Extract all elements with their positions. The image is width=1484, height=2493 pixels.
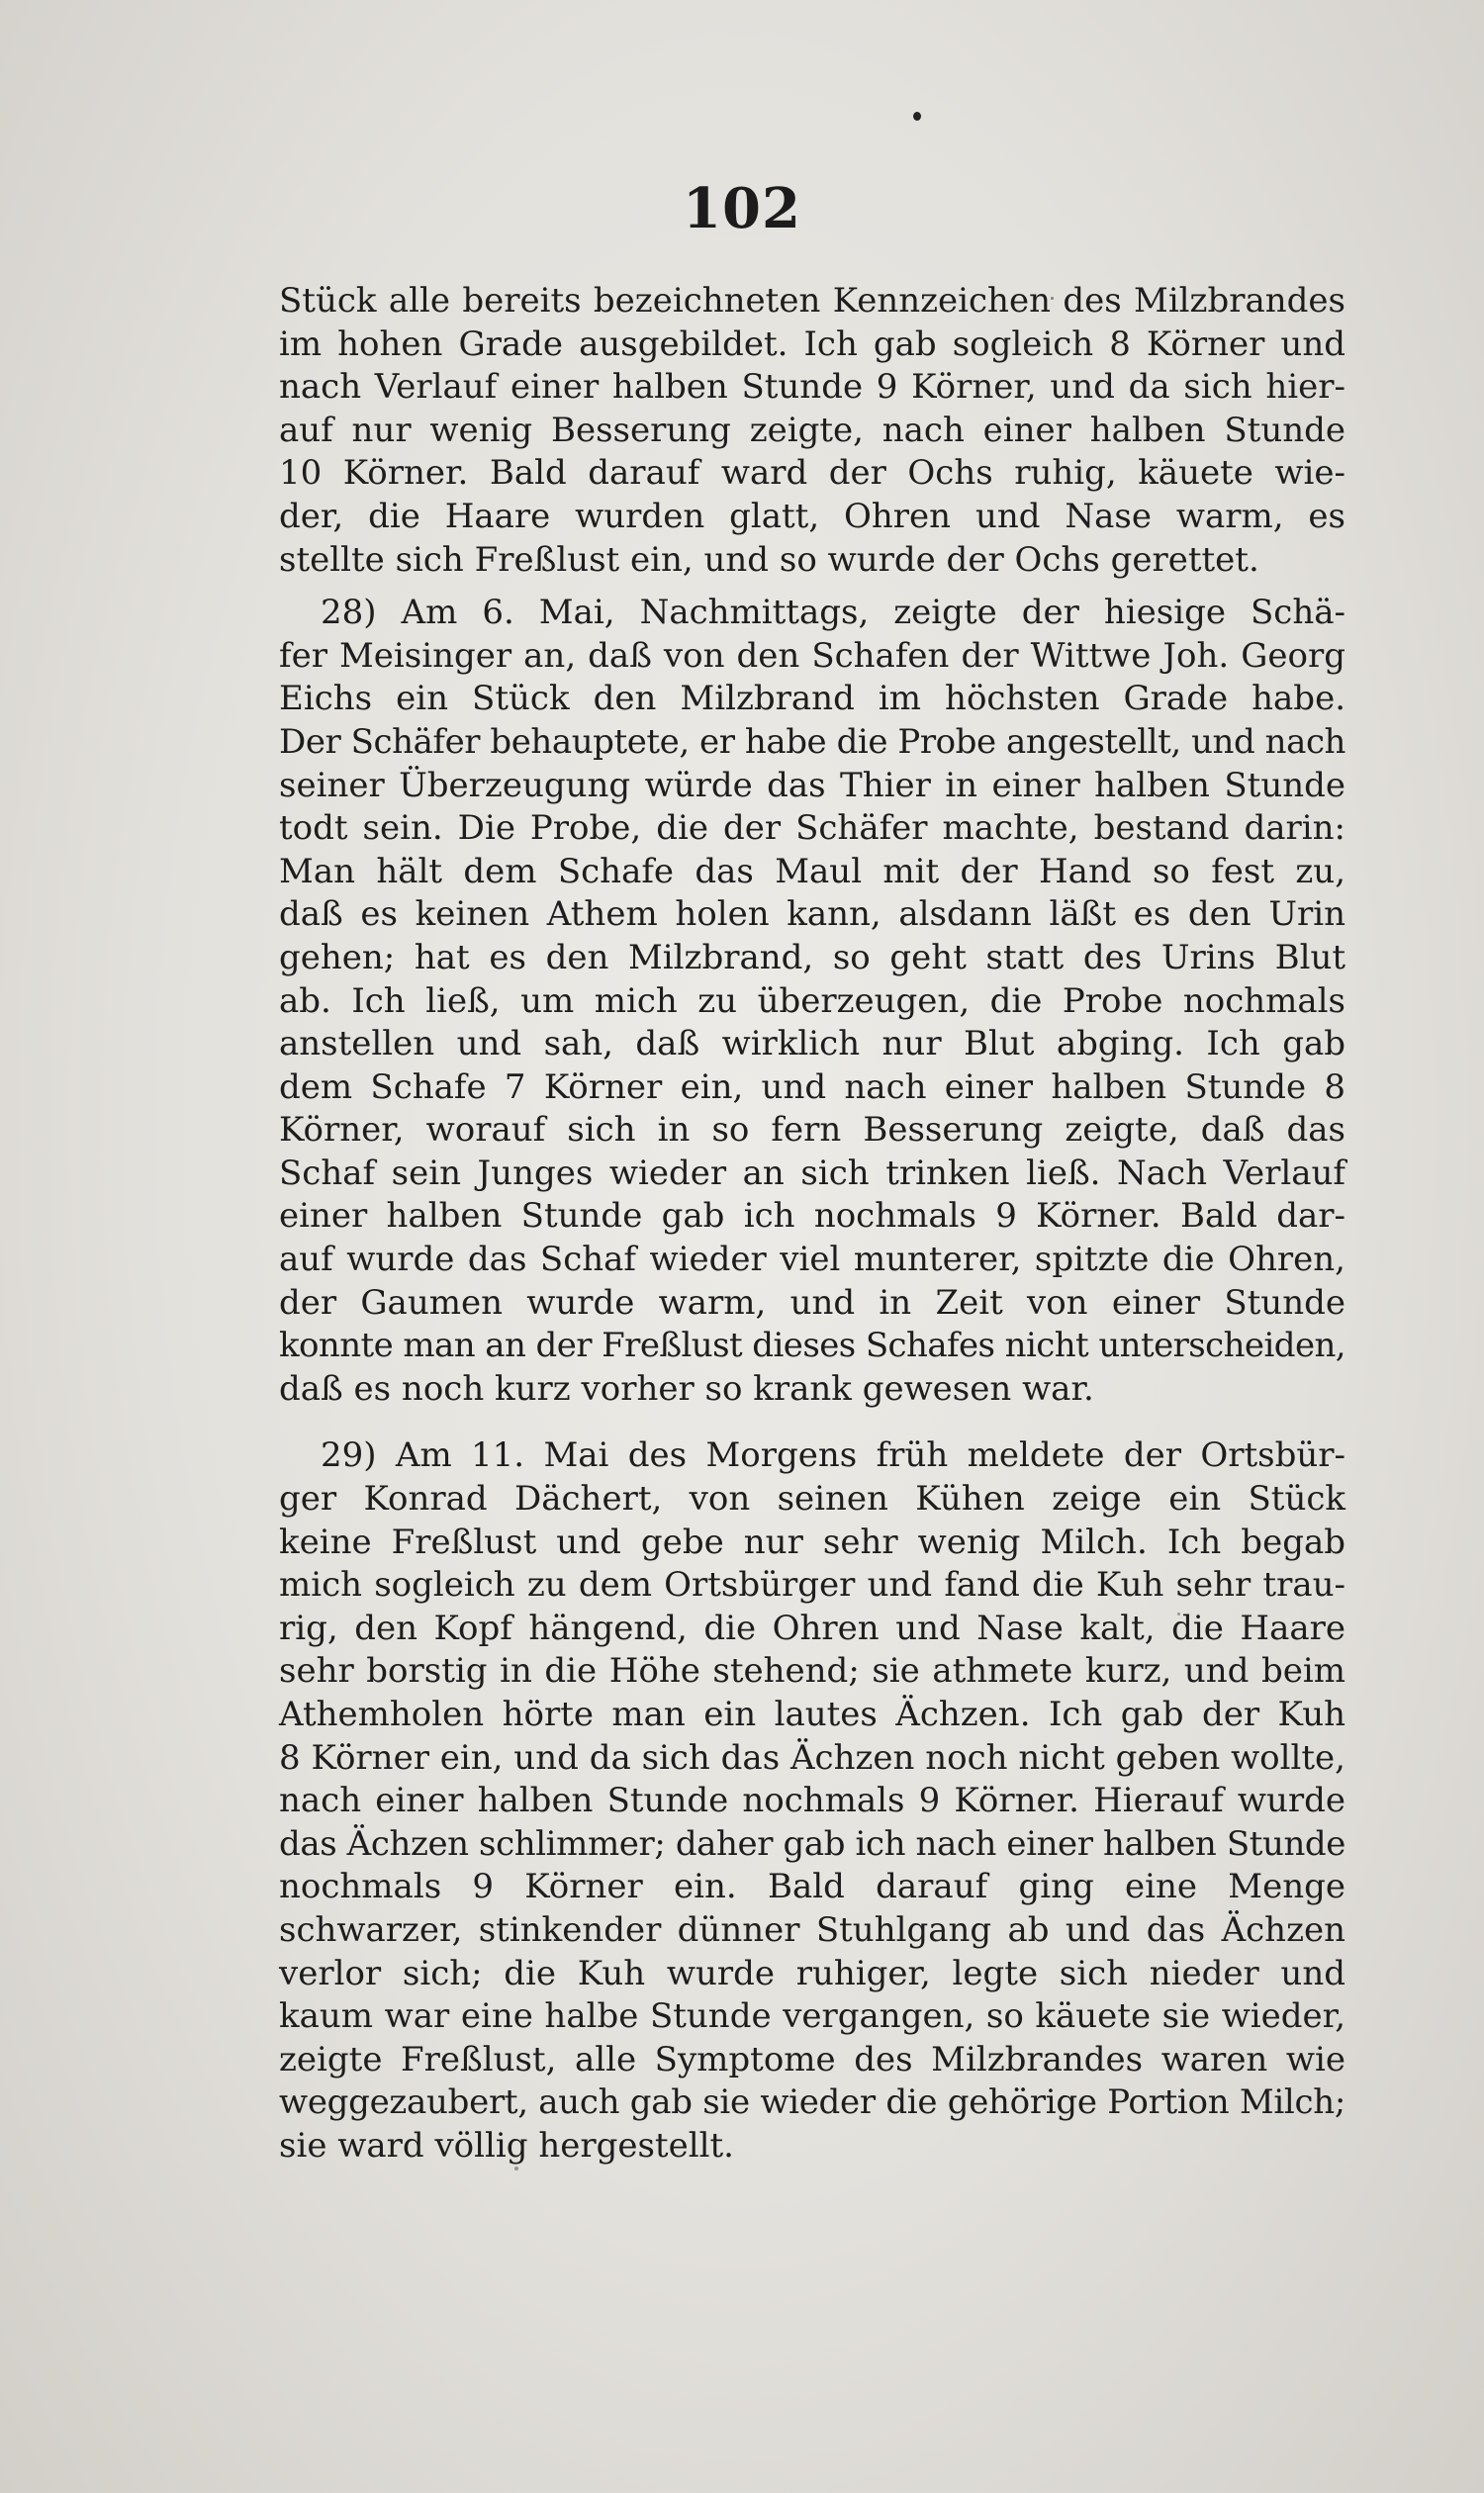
text-line: Schaf sein Junges wieder an sich trinken ließ. Nach Verlauf xyxy=(279,1153,1345,1193)
text-line: 8 Körner ein, und da sich das Ächzen noch nicht geben wollte, xyxy=(279,1737,1345,1778)
paragraph-gap xyxy=(279,1411,1345,1434)
text-line: das Ächzen schlimmer; daher gab ich nach einer halben Stunde xyxy=(279,1823,1345,1864)
text-line: Körner, worauf sich in so fern Besserung zeigte, daß das xyxy=(279,1110,1345,1151)
text-line: mich sogleich zu dem Ortsbürger und fand die Kuh sehr trau- xyxy=(279,1565,1345,1606)
page-number: 102 xyxy=(683,176,801,241)
text-line: daß es noch kurz vorher so krank gewesen war. xyxy=(279,1368,1094,1409)
text-line: kaum war eine halbe Stunde vergangen, so käuete sie wieder, xyxy=(279,1996,1345,2037)
text-line: verlor sich; die Kuh wurde ruhiger, legte sich nieder und xyxy=(279,1953,1345,1993)
text-line: der, die Haare wurden glatt, Ohren und Nase warm, es xyxy=(279,496,1345,536)
text-line: Man hält dem Schafe das Maul mit der Hand so fest zu, xyxy=(279,851,1345,891)
text-line: konnte man an der Freßlust dieses Schafes nicht unterscheiden, xyxy=(279,1326,1346,1366)
paragraph-start-line: 28) Am 6. Mai, Nachmittags, zeigte der hiesige Schä- xyxy=(321,593,1345,633)
text-line: nochmals 9 Körner ein. Bald darauf ging eine Menge xyxy=(279,1867,1345,1907)
text-line: Eichs ein Stück den Milzbrand im höchsten Grade habe. xyxy=(279,679,1345,719)
text-line: gehen; hat es den Milzbrand, so geht statt des Urins Blut xyxy=(279,937,1345,977)
ink-speck xyxy=(913,112,921,121)
text-line: daß es keinen Athem holen kann, alsdann läßt es den Urin xyxy=(279,894,1345,935)
text-line: auf nur wenig Besserung zeigte, nach einer halben Stunde xyxy=(279,410,1345,450)
paragraph-start-line: 29) Am 11. Mai des Morgens früh meldete der Ortsbür- xyxy=(321,1435,1345,1476)
text-line: ab. Ich ließ, um mich zu überzeugen, die Probe nochmals xyxy=(279,980,1345,1021)
text-line: rig, den Kopf hängend, die Ohren und Nase kalt, die Haare xyxy=(279,1608,1345,1648)
text-line: fer Meisinger an, daß von den Schafen der Wittwe Joh. Georg xyxy=(279,635,1345,676)
text-line: Stück alle bereits bezeichneten Kennzeichen des Milzbrandes xyxy=(279,281,1345,321)
text-line: sehr borstig in die Höhe stehend; sie athmete kurz, und beim xyxy=(279,1651,1345,1692)
text-line: keine Freßlust und gebe nur sehr wenig Milch. Ich begab xyxy=(279,1522,1345,1562)
text-line: stellte sich Freßlust ein, und so wurde der Ochs gerettet. xyxy=(279,539,1259,580)
text-line: anstellen und sah, daß wirklich nur Blut abging. Ich gab xyxy=(279,1024,1345,1064)
body-text xyxy=(279,280,1345,2169)
text-line: dem Schafe 7 Körner ein, und nach einer halben Stunde 8 xyxy=(279,1066,1345,1107)
text-line: auf wurde das Schaf wieder viel munterer, spitzte die Ohren, xyxy=(279,1240,1345,1280)
text-line: zeigte Freßlust, alle Symptome des Milzbrandes waren wie xyxy=(279,2039,1345,2079)
text-line: seiner Überzeugung würde das Thier in einer halben Stunde xyxy=(279,765,1345,805)
text-line: der Gaumen wurde warm, und in Zeit von einer Stunde xyxy=(279,1282,1345,1323)
paragraph-gap xyxy=(279,582,1345,592)
text-line: weggezaubert, auch gab sie wieder die gehörige Portion Milch; xyxy=(279,2082,1346,2123)
text-line: nach einer halben Stunde nochmals 9 Körner. Hierauf wurde xyxy=(279,1781,1345,1821)
text-line: im hohen Grade ausgebildet. Ich gab sogleich 8 Körner und xyxy=(279,323,1345,364)
text-line: einer halben Stunde gab ich nochmals 9 Körner. Bald dar- xyxy=(279,1196,1345,1237)
text-line: Athemholen hörte man ein lautes Ächzen. Ich gab der Kuh xyxy=(279,1695,1345,1734)
text-line: nach Verlauf einer halben Stunde 9 Körner, und da sich hier- xyxy=(279,367,1345,408)
text-line: Der Schäfer behauptete, er habe die Probe angestellt, und nach xyxy=(279,721,1346,762)
text-line: ger Konrad Dächert, von seinen Kühen zeige ein Stück xyxy=(279,1479,1345,1520)
text-line: 10 Körner. Bald darauf ward der Ochs ruhig, käuete wie- xyxy=(279,453,1345,494)
text-line: schwarzer, stinkender dünner Stuhlgang ab und das Ächzen xyxy=(279,1909,1345,1950)
text-line: todt sein. Die Probe, die der Schäfer machte, bestand darin: xyxy=(279,808,1345,849)
text-line: sie ward völlig hergestellt. xyxy=(279,2125,734,2166)
